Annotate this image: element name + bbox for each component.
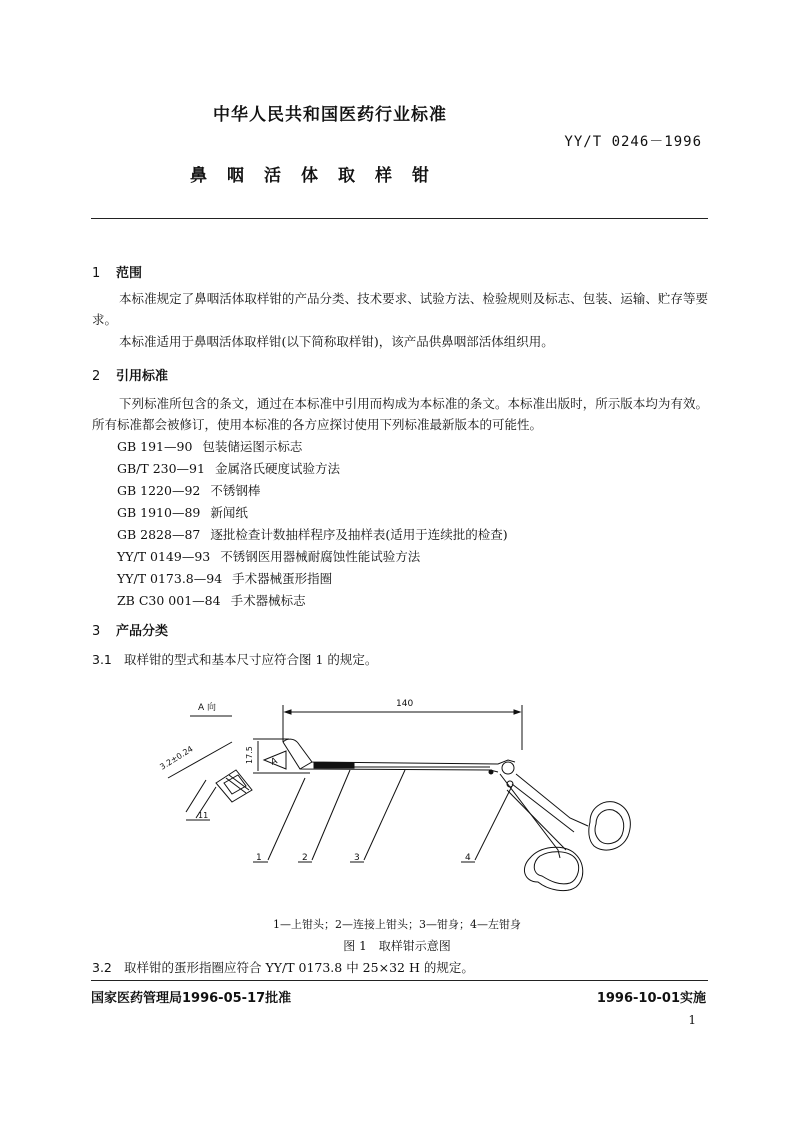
document-title: 鼻咽活体取样钳 xyxy=(190,166,449,186)
clause-text: 取样钳的蛋形指圈应符合 YY/T 0173.8 中 25×32 H 的规定。 xyxy=(124,960,474,975)
section-3-heading xyxy=(92,620,168,639)
section-title: 产品分类 xyxy=(116,624,169,639)
reference-title: 手术器械标志 xyxy=(230,593,306,608)
reference-title: 金属洛氏硬度试验方法 xyxy=(214,461,340,476)
leader-label-3: 3 xyxy=(354,853,360,863)
handle-right-inner xyxy=(512,784,574,832)
section-1-paragraph-2: 本标准适用于鼻咽活体取样钳(以下简称取样钳)，该产品供鼻咽部活体组织用。 xyxy=(119,334,554,349)
reference-item xyxy=(117,524,508,545)
section-1-paragraph-1: 本标准规定了鼻咽活体取样钳的产品分类、技术要求、试验方法、检验规则及标志、包装、运输、贮存等要求。 xyxy=(92,291,708,327)
approval-date: 国家医药管理局1996-05-17批准 xyxy=(91,991,292,1006)
effective-date: 1996-10-01实施 xyxy=(596,991,706,1006)
section-2-heading xyxy=(92,365,168,384)
reference-item xyxy=(117,502,248,523)
clause-text: 取样钳的型式和基本尺寸应符合图 1 的规定。 xyxy=(124,652,378,667)
reference-title: 新闻纸 xyxy=(210,505,248,520)
reference-item xyxy=(117,590,306,611)
tip-dimension: 3.2±0.24 xyxy=(158,744,195,772)
reference-code: GB/T 230—91 xyxy=(117,461,205,476)
clause-3-1 xyxy=(92,650,377,668)
reference-item xyxy=(117,546,420,567)
arrowhead xyxy=(285,710,291,714)
forceps-jaw-joint xyxy=(300,762,312,769)
finger-ring-lower xyxy=(524,847,582,890)
leader-label-2: 2 xyxy=(302,853,308,863)
forceps-diagram xyxy=(0,690,794,915)
view-a-label: A 向 xyxy=(198,703,217,713)
issuing-body: 中华人民共和国医药行业标准 xyxy=(213,105,447,125)
forceps-connector xyxy=(314,763,354,768)
leader-line-3 xyxy=(364,770,405,860)
clause-3-2 xyxy=(92,958,474,976)
length-dimension: 140 xyxy=(396,699,414,709)
section-2-intro: 下列标准所包含的条文，通过在本标准中引用而构成为本标准的条文。本标准出版时，所示版本均为有效。所有标准都会被修订，使用本标准的各方应探讨使用下列标准最新版本的可能性。 xyxy=(92,396,708,432)
view-arrow-label: A xyxy=(269,756,279,768)
figure-legend: 1—上钳头；2—连接上钳头；3—钳身；4—左钳身 xyxy=(273,918,521,931)
reference-code: GB 2828—87 xyxy=(117,527,201,542)
leader-line-1 xyxy=(268,778,305,860)
reference-code: GB 1220—92 xyxy=(117,483,201,498)
handle-right-outer xyxy=(516,774,588,826)
footer-divider xyxy=(91,980,708,981)
section-number: 3 xyxy=(92,624,101,639)
finger-ring-upper-inner xyxy=(595,810,624,844)
clause-number: 3.2 xyxy=(92,960,112,975)
pivot-pin xyxy=(489,770,493,774)
arrowhead xyxy=(514,710,520,714)
header-divider xyxy=(91,218,708,219)
section-title: 引用标准 xyxy=(116,369,169,384)
section-title: 范围 xyxy=(116,266,143,281)
page-number: 1 xyxy=(688,1013,696,1027)
height-dimension: 17.5 xyxy=(245,746,254,764)
reference-code: GB 191—90 xyxy=(117,439,193,454)
figure-caption: 图 1 取样钳示意图 xyxy=(343,939,451,953)
reference-title: 逐批检查计数抽样程序及抽样表(适用于连续批的检查) xyxy=(210,527,508,542)
reference-code: YY/T 0173.8—94 xyxy=(117,571,223,586)
reference-title: 包装储运图示标志 xyxy=(202,439,303,454)
reference-item xyxy=(117,436,302,457)
reference-code: YY/T 0149—93 xyxy=(117,549,211,564)
leader-label-1: 1 xyxy=(256,853,262,863)
leader-line-2 xyxy=(312,770,350,860)
forceps-upper-edge xyxy=(283,739,515,764)
clause-number: 3.1 xyxy=(92,652,112,667)
pivot-ring xyxy=(502,762,514,774)
reference-code: GB 1910—89 xyxy=(117,505,201,520)
section-number: 1 xyxy=(92,266,101,281)
standard-code: YY/T 0246－1996 xyxy=(564,134,702,150)
section-number: 2 xyxy=(92,369,101,384)
section-1-heading xyxy=(92,262,142,281)
handle-left-outer xyxy=(500,774,560,858)
reference-code: ZB C30 001—84 xyxy=(117,593,221,608)
reference-item xyxy=(117,568,332,589)
reference-title: 手术器械蛋形指圈 xyxy=(232,571,333,586)
leader-line-4 xyxy=(475,786,512,860)
reference-title: 不锈钢棒 xyxy=(210,483,261,498)
reference-item xyxy=(117,458,340,479)
reference-item xyxy=(117,480,260,501)
handle-left-inner xyxy=(507,790,566,850)
reference-title: 不锈钢医用器械耐腐蚀性能试验方法 xyxy=(220,549,421,564)
width-dimension: 11 xyxy=(198,811,209,820)
finger-ring-lower-inner xyxy=(534,852,578,884)
leader-label-4: 4 xyxy=(465,853,471,863)
